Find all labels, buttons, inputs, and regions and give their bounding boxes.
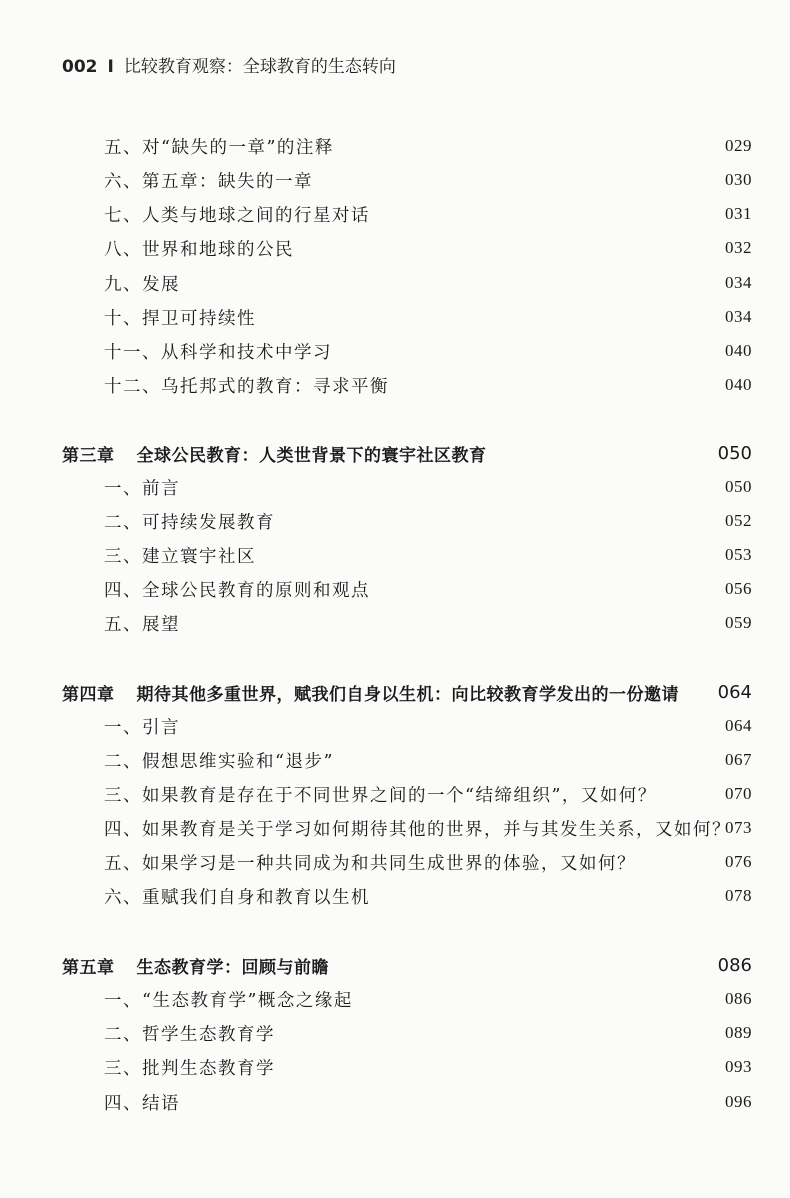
- page-ref: 031: [725, 204, 752, 223]
- page-ref: 029: [725, 136, 752, 155]
- toc-section-row: [0, 472, 790, 502]
- toc-section-row: [0, 131, 790, 161]
- toc-section-row: [0, 506, 790, 536]
- section-title: 十一、从科学和技术中学习: [104, 342, 332, 363]
- toc-section-row: [0, 813, 790, 843]
- page-ref: 053: [725, 545, 752, 564]
- section-title: 一、“生态教育学”概念之缘起: [104, 990, 353, 1011]
- page-ref: 050: [717, 442, 752, 464]
- chapter-title-text: 全球公民教育：人类世背景下的寰宇社区教育: [136, 445, 487, 466]
- section-title: 五、如果学习是一种共同成为和共同生成世界的体验，又如何？: [104, 853, 636, 874]
- toc-section-row: [0, 540, 790, 570]
- page-ref: 050: [725, 477, 752, 496]
- section-title: 七、人类与地球之间的行星对话: [104, 205, 370, 226]
- toc-section-row: [0, 574, 790, 604]
- toc-section-row: [0, 745, 790, 775]
- page-ref: 032: [725, 238, 752, 257]
- chapter-title-text: 期待其他多重世界，赋我们自身以生机：向比较教育学发出的一份邀请: [136, 684, 679, 705]
- toc-section-row: [0, 881, 790, 911]
- section-title: 八、世界和地球的公民: [104, 239, 294, 260]
- toc-section-row: [0, 847, 790, 877]
- section-title: 五、对“缺失的一章”的注释: [104, 137, 334, 158]
- toc-section-row: [0, 370, 790, 400]
- section-title: 一、前言: [104, 478, 180, 499]
- page-ref: 040: [725, 375, 752, 394]
- toc-section-row: [0, 1018, 790, 1048]
- section-title: 三、建立寰宇社区: [104, 546, 256, 567]
- section-title: 六、重赋我们自身和教育以生机: [104, 887, 370, 908]
- page-ref: 067: [725, 750, 752, 769]
- page-ref: 070: [725, 784, 752, 803]
- page-ref: 076: [725, 852, 752, 871]
- page-ref: 064: [725, 716, 752, 735]
- section-title: 九、发展: [104, 274, 180, 295]
- toc-section-row: [0, 984, 790, 1014]
- section-title: 二、假想思维实验和“退步”: [104, 751, 334, 772]
- book-title: 比较教育观察：全球教育的生态转向: [123, 57, 396, 77]
- toc-chapter-row: [0, 438, 790, 468]
- chapter-label: 第四章: [62, 684, 115, 705]
- toc-section-row: [0, 336, 790, 366]
- chapter-title: [0, 680, 679, 705]
- toc-section-row: [0, 165, 790, 195]
- chapter-title: [0, 953, 329, 978]
- toc-section-row: [0, 1087, 790, 1117]
- page-ref: 089: [725, 1023, 752, 1042]
- page-ref: 064: [717, 681, 752, 703]
- section-title: 三、批判生态教育学: [104, 1058, 275, 1079]
- section-title: 三、如果教育是存在于不同世界之间的一个“结缔组织”，又如何？: [104, 785, 657, 806]
- toc-chapter-row: [0, 950, 790, 980]
- section-title: 二、哲学生态教育学: [104, 1024, 275, 1045]
- page-ref: 086: [717, 954, 752, 976]
- chapter-title: [0, 441, 487, 466]
- page-ref: 086: [725, 989, 752, 1008]
- chapter-label: 第五章: [62, 957, 115, 978]
- page-ref: 034: [725, 273, 752, 292]
- page-ref: 059: [725, 613, 752, 632]
- toc-section-row: [0, 268, 790, 298]
- page-ref: 030: [725, 170, 752, 189]
- section-title: 五、展望: [104, 614, 180, 635]
- page-ref: 040: [725, 341, 752, 360]
- section-title: 二、可持续发展教育: [104, 512, 275, 533]
- section-title: 四、全球公民教育的原则和观点: [104, 580, 370, 601]
- page-ref: 096: [725, 1092, 752, 1111]
- section-title: 六、第五章：缺失的一章: [104, 171, 313, 192]
- separator: I: [107, 57, 114, 77]
- toc-section-row: [0, 779, 790, 809]
- section-title: 十、捍卫可持续性: [104, 308, 256, 329]
- chapter-label: 第三章: [62, 445, 115, 466]
- page-ref: 034: [725, 307, 752, 326]
- section-title: 四、如果教育是关于学习如何期待其他的世界，并与其发生关系，又如何？: [104, 819, 731, 840]
- page-ref: 093: [725, 1057, 752, 1076]
- toc-section-row: [0, 711, 790, 741]
- toc-section-row: [0, 233, 790, 263]
- running-head: [62, 52, 396, 77]
- page-ref: 078: [725, 886, 752, 905]
- toc-section-row: [0, 199, 790, 229]
- chapter-title-text: 生态教育学：回顾与前瞻: [136, 957, 329, 978]
- page-ref: 052: [725, 511, 752, 530]
- toc-chapter-row: [0, 677, 790, 707]
- section-title: 十二、乌托邦式的教育：寻求平衡: [104, 376, 389, 397]
- section-title: 四、结语: [104, 1093, 180, 1114]
- toc-section-row: [0, 1052, 790, 1082]
- toc-section-row: [0, 302, 790, 332]
- toc-section-row: [0, 608, 790, 638]
- page-ref: 056: [725, 579, 752, 598]
- page-ref: 073: [725, 818, 752, 837]
- page-number: 002: [62, 57, 98, 77]
- section-title: 一、引言: [104, 717, 180, 738]
